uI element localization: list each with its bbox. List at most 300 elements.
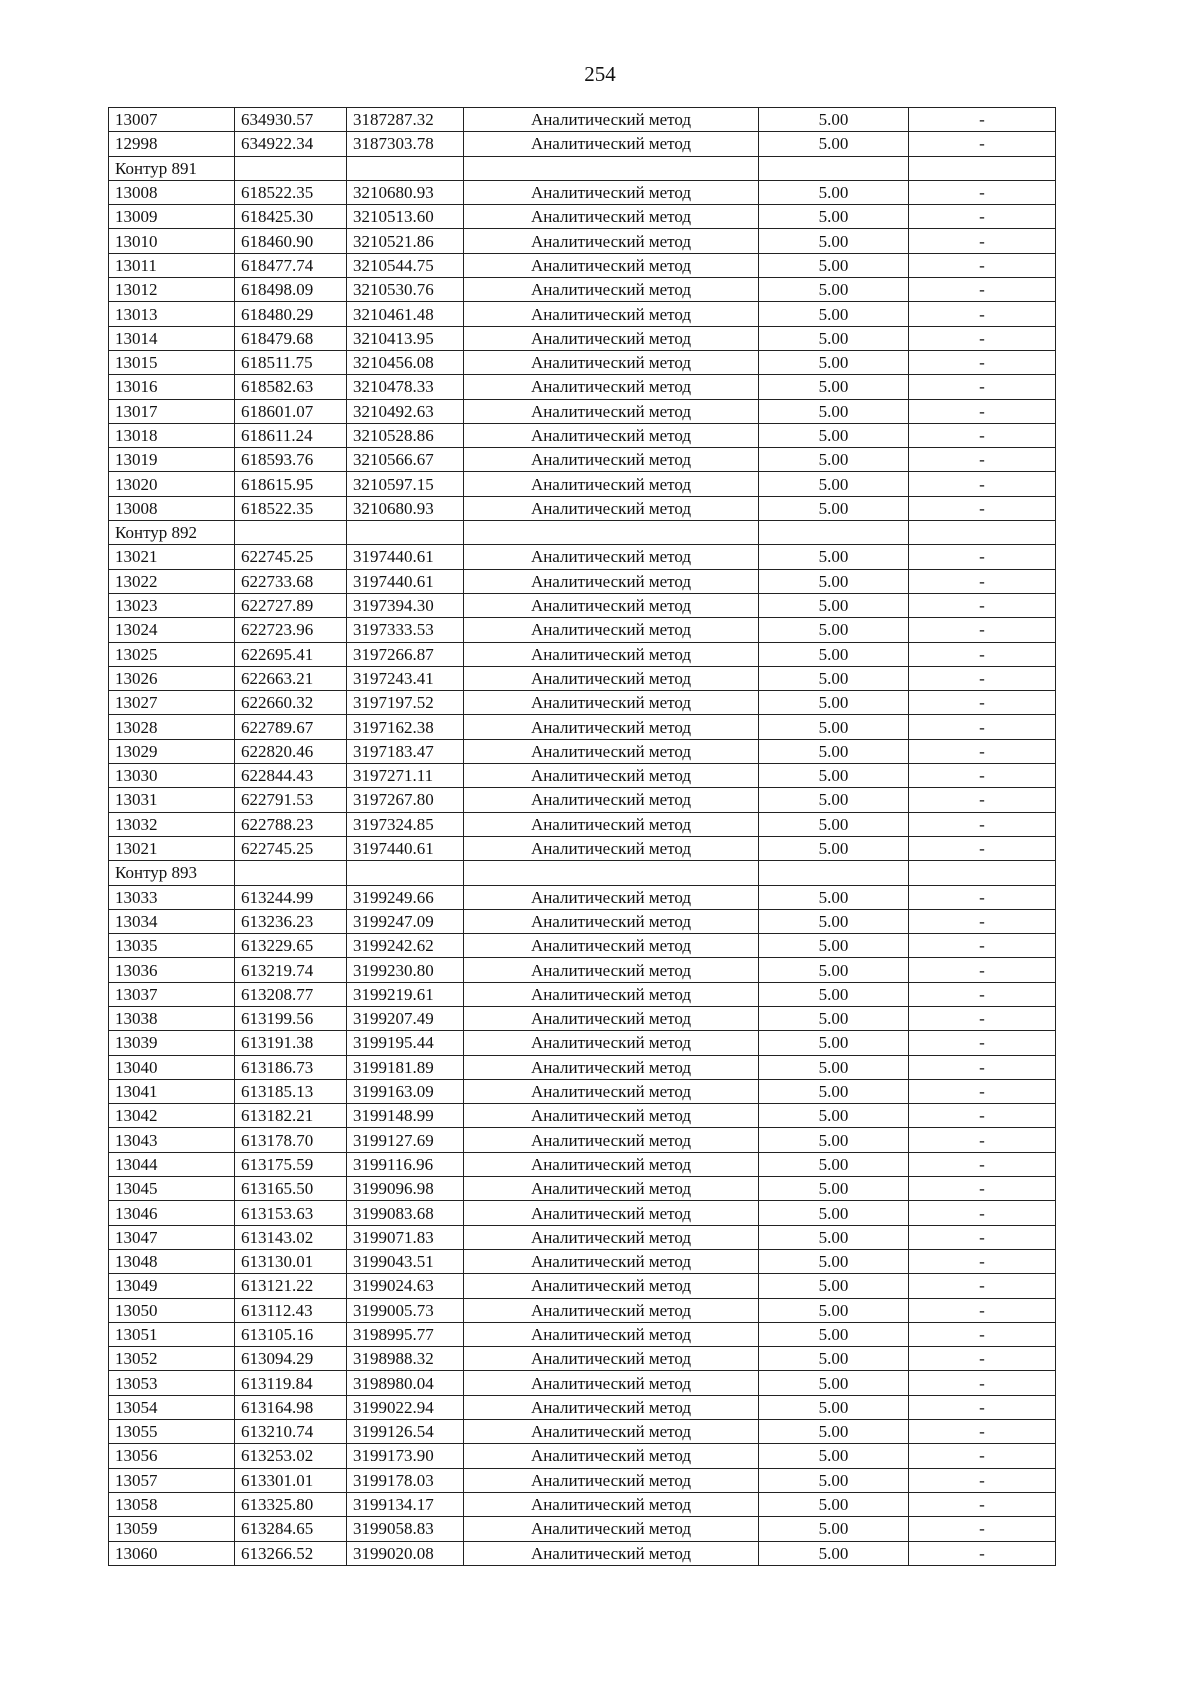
y-coordinate-cell: 3210478.33 <box>347 375 464 399</box>
x-coordinate-cell: 622788.23 <box>235 812 347 836</box>
y-coordinate-cell: 3199058.83 <box>347 1517 464 1541</box>
table-row <box>109 1347 1056 1371</box>
table-row <box>109 1249 1056 1273</box>
precision-cell: 5.00 <box>759 253 909 277</box>
y-coordinate-cell: 3199195.44 <box>347 1031 464 1055</box>
x-coordinate-cell: 618615.95 <box>235 472 347 496</box>
table-row <box>109 108 1056 132</box>
table-row <box>109 812 1056 836</box>
description-cell: - <box>909 1128 1056 1152</box>
description-cell: - <box>909 982 1056 1006</box>
point-id-cell: 13030 <box>109 764 235 788</box>
description-cell: - <box>909 569 1056 593</box>
table-row <box>109 1152 1056 1176</box>
method-cell: Аналитический метод <box>464 326 759 350</box>
contour-header-row <box>109 861 1056 885</box>
table-row <box>109 958 1056 982</box>
description-cell: - <box>909 205 1056 229</box>
y-coordinate-cell: 3198988.32 <box>347 1347 464 1371</box>
precision-cell: 5.00 <box>759 1104 909 1128</box>
description-cell: - <box>909 132 1056 156</box>
table-row <box>109 496 1056 520</box>
x-coordinate-cell: 634930.57 <box>235 108 347 132</box>
empty-cell <box>464 156 759 180</box>
x-coordinate-cell: 618601.07 <box>235 399 347 423</box>
precision-cell: 5.00 <box>759 934 909 958</box>
contour-header-row <box>109 521 1056 545</box>
point-id-cell: 13009 <box>109 205 235 229</box>
table-row <box>109 1225 1056 1249</box>
method-cell: Аналитический метод <box>464 1152 759 1176</box>
empty-cell <box>909 521 1056 545</box>
y-coordinate-cell: 3210544.75 <box>347 253 464 277</box>
method-cell: Аналитический метод <box>464 764 759 788</box>
x-coordinate-cell: 613119.84 <box>235 1371 347 1395</box>
y-coordinate-cell: 3199126.54 <box>347 1420 464 1444</box>
precision-cell: 5.00 <box>759 326 909 350</box>
description-cell: - <box>909 1468 1056 1492</box>
point-id-cell: 13023 <box>109 593 235 617</box>
precision-cell: 5.00 <box>759 1371 909 1395</box>
description-cell: - <box>909 326 1056 350</box>
x-coordinate-cell: 613284.65 <box>235 1517 347 1541</box>
table-row <box>109 1420 1056 1444</box>
point-id-cell: 13008 <box>109 180 235 204</box>
table-row <box>109 1128 1056 1152</box>
y-coordinate-cell: 3199230.80 <box>347 958 464 982</box>
precision-cell: 5.00 <box>759 1347 909 1371</box>
point-id-cell: 13048 <box>109 1249 235 1273</box>
x-coordinate-cell: 634922.34 <box>235 132 347 156</box>
x-coordinate-cell: 613185.13 <box>235 1079 347 1103</box>
precision-cell: 5.00 <box>759 1006 909 1030</box>
point-id-cell: 13058 <box>109 1492 235 1516</box>
precision-cell: 5.00 <box>759 1395 909 1419</box>
x-coordinate-cell: 618425.30 <box>235 205 347 229</box>
empty-cell <box>759 156 909 180</box>
y-coordinate-cell: 3210680.93 <box>347 180 464 204</box>
table-row <box>109 1055 1056 1079</box>
description-cell: - <box>909 691 1056 715</box>
table-row <box>109 399 1056 423</box>
x-coordinate-cell: 622723.96 <box>235 618 347 642</box>
description-cell: - <box>909 909 1056 933</box>
method-cell: Аналитический метод <box>464 1468 759 1492</box>
x-coordinate-cell: 613191.38 <box>235 1031 347 1055</box>
point-id-cell: 13008 <box>109 496 235 520</box>
point-id-cell: 13015 <box>109 350 235 374</box>
y-coordinate-cell: 3199134.17 <box>347 1492 464 1516</box>
table-row <box>109 569 1056 593</box>
description-cell: - <box>909 812 1056 836</box>
description-cell: - <box>909 1225 1056 1249</box>
y-coordinate-cell: 3199043.51 <box>347 1249 464 1273</box>
method-cell: Аналитический метод <box>464 278 759 302</box>
y-coordinate-cell: 3198995.77 <box>347 1322 464 1346</box>
description-cell: - <box>909 1492 1056 1516</box>
description-cell: - <box>909 1298 1056 1322</box>
y-coordinate-cell: 3198980.04 <box>347 1371 464 1395</box>
table-row <box>109 1201 1056 1225</box>
table-row <box>109 909 1056 933</box>
y-coordinate-cell: 3199163.09 <box>347 1079 464 1103</box>
x-coordinate-cell: 613219.74 <box>235 958 347 982</box>
description-cell: - <box>909 302 1056 326</box>
precision-cell: 5.00 <box>759 739 909 763</box>
precision-cell: 5.00 <box>759 885 909 909</box>
y-coordinate-cell: 3199207.49 <box>347 1006 464 1030</box>
point-id-cell: 13037 <box>109 982 235 1006</box>
table-row <box>109 132 1056 156</box>
empty-cell <box>347 861 464 885</box>
point-id-cell: 13043 <box>109 1128 235 1152</box>
precision-cell: 5.00 <box>759 1468 909 1492</box>
method-cell: Аналитический метод <box>464 496 759 520</box>
y-coordinate-cell: 3197266.87 <box>347 642 464 666</box>
y-coordinate-cell: 3199096.98 <box>347 1177 464 1201</box>
precision-cell: 5.00 <box>759 1322 909 1346</box>
x-coordinate-cell: 613210.74 <box>235 1420 347 1444</box>
point-id-cell: 13034 <box>109 909 235 933</box>
point-id-cell: 12998 <box>109 132 235 156</box>
method-cell: Аналитический метод <box>464 1444 759 1468</box>
x-coordinate-cell: 622820.46 <box>235 739 347 763</box>
description-cell: - <box>909 1031 1056 1055</box>
description-cell: - <box>909 108 1056 132</box>
x-coordinate-cell: 618477.74 <box>235 253 347 277</box>
x-coordinate-cell: 622663.21 <box>235 666 347 690</box>
y-coordinate-cell: 3199024.63 <box>347 1274 464 1298</box>
table-row <box>109 1371 1056 1395</box>
point-id-cell: 13020 <box>109 472 235 496</box>
method-cell: Аналитический метод <box>464 1055 759 1079</box>
method-cell: Аналитический метод <box>464 180 759 204</box>
y-coordinate-cell: 3197394.30 <box>347 593 464 617</box>
y-coordinate-cell: 3199083.68 <box>347 1201 464 1225</box>
x-coordinate-cell: 618522.35 <box>235 180 347 204</box>
precision-cell: 5.00 <box>759 812 909 836</box>
point-id-cell: 13033 <box>109 885 235 909</box>
page-number: 254 <box>584 62 616 86</box>
y-coordinate-cell: 3199219.61 <box>347 982 464 1006</box>
y-coordinate-cell: 3199005.73 <box>347 1298 464 1322</box>
description-cell: - <box>909 1395 1056 1419</box>
precision-cell: 5.00 <box>759 132 909 156</box>
y-coordinate-cell: 3199173.90 <box>347 1444 464 1468</box>
precision-cell: 5.00 <box>759 618 909 642</box>
precision-cell: 5.00 <box>759 1420 909 1444</box>
precision-cell: 5.00 <box>759 642 909 666</box>
empty-cell <box>759 861 909 885</box>
precision-cell: 5.00 <box>759 788 909 812</box>
y-coordinate-cell: 3210456.08 <box>347 350 464 374</box>
precision-cell: 5.00 <box>759 399 909 423</box>
y-coordinate-cell: 3210597.15 <box>347 472 464 496</box>
method-cell: Аналитический метод <box>464 1395 759 1419</box>
description-cell: - <box>909 1104 1056 1128</box>
point-id-cell: 13040 <box>109 1055 235 1079</box>
x-coordinate-cell: 613301.01 <box>235 1468 347 1492</box>
table-row <box>109 691 1056 715</box>
description-cell: - <box>909 375 1056 399</box>
table-row <box>109 350 1056 374</box>
table-row <box>109 448 1056 472</box>
method-cell: Аналитический метод <box>464 1031 759 1055</box>
description-cell: - <box>909 1152 1056 1176</box>
point-id-cell: 13053 <box>109 1371 235 1395</box>
method-cell: Аналитический метод <box>464 1517 759 1541</box>
table-row <box>109 1298 1056 1322</box>
point-id-cell: 13045 <box>109 1177 235 1201</box>
point-id-cell: 13021 <box>109 836 235 860</box>
empty-cell <box>347 521 464 545</box>
table-row <box>109 1177 1056 1201</box>
y-coordinate-cell: 3199178.03 <box>347 1468 464 1492</box>
method-cell: Аналитический метод <box>464 1322 759 1346</box>
empty-cell <box>464 521 759 545</box>
method-cell: Аналитический метод <box>464 375 759 399</box>
y-coordinate-cell: 3197197.52 <box>347 691 464 715</box>
y-coordinate-cell: 3210530.76 <box>347 278 464 302</box>
point-id-cell: 13026 <box>109 666 235 690</box>
method-cell: Аналитический метод <box>464 1128 759 1152</box>
y-coordinate-cell: 3197183.47 <box>347 739 464 763</box>
contour-label: Контур 893 <box>109 861 235 885</box>
description-cell: - <box>909 1517 1056 1541</box>
table-row <box>109 1517 1056 1541</box>
precision-cell: 5.00 <box>759 836 909 860</box>
method-cell: Аналитический метод <box>464 423 759 447</box>
precision-cell: 5.00 <box>759 302 909 326</box>
description-cell: - <box>909 229 1056 253</box>
y-coordinate-cell: 3199127.69 <box>347 1128 464 1152</box>
description-cell: - <box>909 618 1056 642</box>
precision-cell: 5.00 <box>759 423 909 447</box>
table-row <box>109 934 1056 958</box>
method-cell: Аналитический метод <box>464 982 759 1006</box>
description-cell: - <box>909 253 1056 277</box>
x-coordinate-cell: 613105.16 <box>235 1322 347 1346</box>
method-cell: Аналитический метод <box>464 253 759 277</box>
precision-cell: 5.00 <box>759 1225 909 1249</box>
x-coordinate-cell: 613182.21 <box>235 1104 347 1128</box>
description-cell: - <box>909 934 1056 958</box>
precision-cell: 5.00 <box>759 1031 909 1055</box>
precision-cell: 5.00 <box>759 666 909 690</box>
y-coordinate-cell: 3197440.61 <box>347 836 464 860</box>
contour-label: Контур 891 <box>109 156 235 180</box>
x-coordinate-cell: 613236.23 <box>235 909 347 933</box>
y-coordinate-cell: 3197324.85 <box>347 812 464 836</box>
empty-cell <box>909 861 1056 885</box>
precision-cell: 5.00 <box>759 1492 909 1516</box>
x-coordinate-cell: 613130.01 <box>235 1249 347 1273</box>
method-cell: Аналитический метод <box>464 1298 759 1322</box>
precision-cell: 5.00 <box>759 1541 909 1565</box>
description-cell: - <box>909 1079 1056 1103</box>
x-coordinate-cell: 613266.52 <box>235 1541 347 1565</box>
table-row <box>109 1322 1056 1346</box>
x-coordinate-cell: 613121.22 <box>235 1274 347 1298</box>
precision-cell: 5.00 <box>759 1274 909 1298</box>
method-cell: Аналитический метод <box>464 812 759 836</box>
y-coordinate-cell: 3199071.83 <box>347 1225 464 1249</box>
point-id-cell: 13027 <box>109 691 235 715</box>
y-coordinate-cell: 3210513.60 <box>347 205 464 229</box>
y-coordinate-cell: 3210680.93 <box>347 496 464 520</box>
table-row <box>109 593 1056 617</box>
x-coordinate-cell: 618593.76 <box>235 448 347 472</box>
y-coordinate-cell: 3199249.66 <box>347 885 464 909</box>
point-id-cell: 13038 <box>109 1006 235 1030</box>
point-id-cell: 13042 <box>109 1104 235 1128</box>
point-id-cell: 13051 <box>109 1322 235 1346</box>
point-id-cell: 13059 <box>109 1517 235 1541</box>
method-cell: Аналитический метод <box>464 1079 759 1103</box>
precision-cell: 5.00 <box>759 958 909 982</box>
description-cell: - <box>909 1274 1056 1298</box>
empty-cell <box>235 156 347 180</box>
x-coordinate-cell: 618479.68 <box>235 326 347 350</box>
point-id-cell: 13018 <box>109 423 235 447</box>
table-row <box>109 1444 1056 1468</box>
precision-cell: 5.00 <box>759 1444 909 1468</box>
y-coordinate-cell: 3197267.80 <box>347 788 464 812</box>
x-coordinate-cell: 622745.25 <box>235 545 347 569</box>
description-cell: - <box>909 399 1056 423</box>
y-coordinate-cell: 3199247.09 <box>347 909 464 933</box>
method-cell: Аналитический метод <box>464 618 759 642</box>
method-cell: Аналитический метод <box>464 1201 759 1225</box>
y-coordinate-cell: 3197243.41 <box>347 666 464 690</box>
y-coordinate-cell: 3187303.78 <box>347 132 464 156</box>
method-cell: Аналитический метод <box>464 1371 759 1395</box>
y-coordinate-cell: 3199022.94 <box>347 1395 464 1419</box>
point-id-cell: 13056 <box>109 1444 235 1468</box>
description-cell: - <box>909 764 1056 788</box>
description-cell: - <box>909 350 1056 374</box>
method-cell: Аналитический метод <box>464 642 759 666</box>
empty-cell <box>235 861 347 885</box>
point-id-cell: 13017 <box>109 399 235 423</box>
method-cell: Аналитический метод <box>464 1006 759 1030</box>
method-cell: Аналитический метод <box>464 715 759 739</box>
point-id-cell: 13039 <box>109 1031 235 1055</box>
table-row <box>109 472 1056 496</box>
precision-cell: 5.00 <box>759 448 909 472</box>
x-coordinate-cell: 618511.75 <box>235 350 347 374</box>
empty-cell <box>235 521 347 545</box>
method-cell: Аналитический метод <box>464 666 759 690</box>
description-cell: - <box>909 788 1056 812</box>
point-id-cell: 13012 <box>109 278 235 302</box>
method-cell: Аналитический метод <box>464 1177 759 1201</box>
method-cell: Аналитический метод <box>464 448 759 472</box>
description-cell: - <box>909 739 1056 763</box>
precision-cell: 5.00 <box>759 205 909 229</box>
table-row <box>109 739 1056 763</box>
x-coordinate-cell: 618480.29 <box>235 302 347 326</box>
precision-cell: 5.00 <box>759 1055 909 1079</box>
point-id-cell: 13044 <box>109 1152 235 1176</box>
table-row <box>109 1274 1056 1298</box>
precision-cell: 5.00 <box>759 1177 909 1201</box>
description-cell: - <box>909 1444 1056 1468</box>
method-cell: Аналитический метод <box>464 788 759 812</box>
point-id-cell: 13022 <box>109 569 235 593</box>
description-cell: - <box>909 642 1056 666</box>
table-row <box>109 180 1056 204</box>
method-cell: Аналитический метод <box>464 1225 759 1249</box>
precision-cell: 5.00 <box>759 691 909 715</box>
x-coordinate-cell: 613165.50 <box>235 1177 347 1201</box>
method-cell: Аналитический метод <box>464 472 759 496</box>
table-row <box>109 836 1056 860</box>
x-coordinate-cell: 622745.25 <box>235 836 347 860</box>
description-cell: - <box>909 1371 1056 1395</box>
y-coordinate-cell: 3197271.11 <box>347 764 464 788</box>
table-row <box>109 1104 1056 1128</box>
precision-cell: 5.00 <box>759 1128 909 1152</box>
method-cell: Аналитический метод <box>464 934 759 958</box>
y-coordinate-cell: 3210528.86 <box>347 423 464 447</box>
precision-cell: 5.00 <box>759 909 909 933</box>
method-cell: Аналитический метод <box>464 909 759 933</box>
precision-cell: 5.00 <box>759 278 909 302</box>
method-cell: Аналитический метод <box>464 205 759 229</box>
x-coordinate-cell: 613143.02 <box>235 1225 347 1249</box>
description-cell: - <box>909 715 1056 739</box>
y-coordinate-cell: 3210521.86 <box>347 229 464 253</box>
point-id-cell: 13054 <box>109 1395 235 1419</box>
x-coordinate-cell: 622789.67 <box>235 715 347 739</box>
method-cell: Аналитический метод <box>464 691 759 715</box>
coordinates-table <box>108 107 1056 1566</box>
precision-cell: 5.00 <box>759 593 909 617</box>
table-row <box>109 1031 1056 1055</box>
y-coordinate-cell: 3197333.53 <box>347 618 464 642</box>
x-coordinate-cell: 613325.80 <box>235 1492 347 1516</box>
precision-cell: 5.00 <box>759 1079 909 1103</box>
precision-cell: 5.00 <box>759 1517 909 1541</box>
description-cell: - <box>909 1420 1056 1444</box>
description-cell: - <box>909 423 1056 447</box>
table-row <box>109 1492 1056 1516</box>
point-id-cell: 13011 <box>109 253 235 277</box>
point-id-cell: 13047 <box>109 1225 235 1249</box>
x-coordinate-cell: 613253.02 <box>235 1444 347 1468</box>
precision-cell: 5.00 <box>759 108 909 132</box>
x-coordinate-cell: 618582.63 <box>235 375 347 399</box>
description-cell: - <box>909 836 1056 860</box>
empty-cell <box>347 156 464 180</box>
table-row <box>109 1006 1056 1030</box>
point-id-cell: 13014 <box>109 326 235 350</box>
method-cell: Аналитический метод <box>464 1541 759 1565</box>
y-coordinate-cell: 3187287.32 <box>347 108 464 132</box>
y-coordinate-cell: 3210413.95 <box>347 326 464 350</box>
point-id-cell: 13060 <box>109 1541 235 1565</box>
method-cell: Аналитический метод <box>464 1274 759 1298</box>
description-cell: - <box>909 278 1056 302</box>
point-id-cell: 13031 <box>109 788 235 812</box>
y-coordinate-cell: 3199181.89 <box>347 1055 464 1079</box>
description-cell: - <box>909 1249 1056 1273</box>
x-coordinate-cell: 613199.56 <box>235 1006 347 1030</box>
description-cell: - <box>909 180 1056 204</box>
x-coordinate-cell: 613164.98 <box>235 1395 347 1419</box>
x-coordinate-cell: 613208.77 <box>235 982 347 1006</box>
